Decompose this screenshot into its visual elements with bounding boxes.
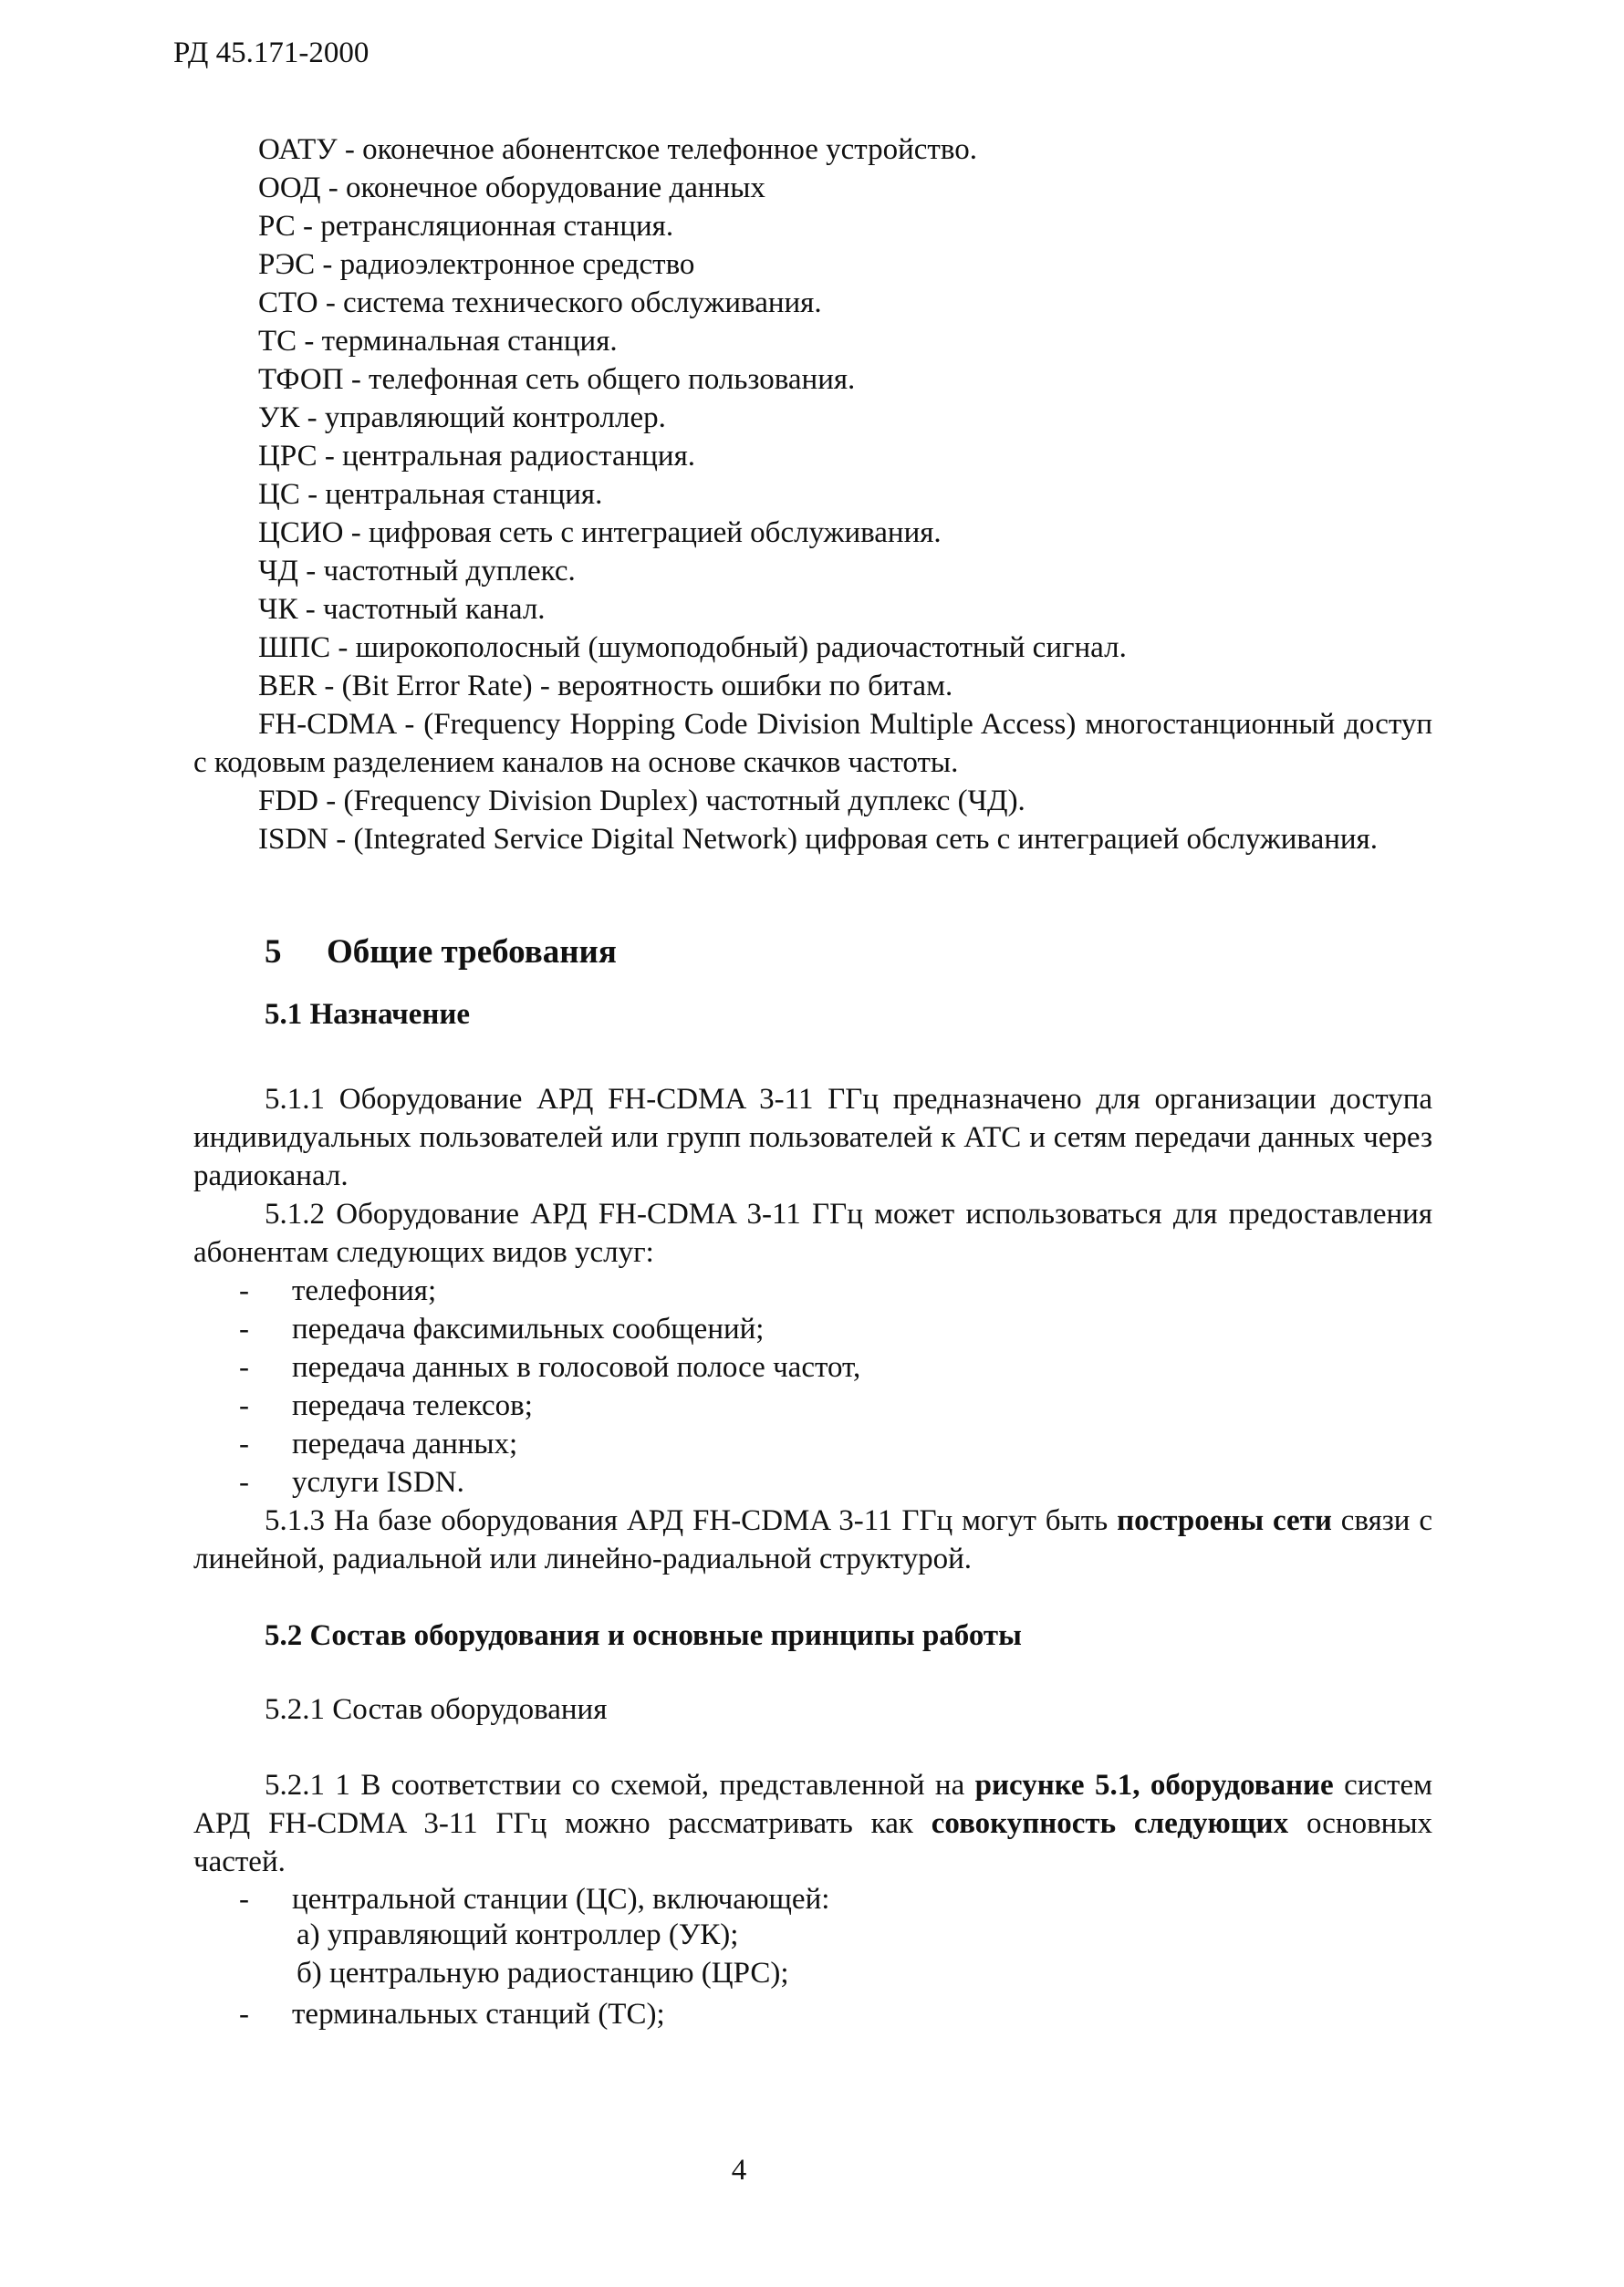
section-number: 5 [265, 933, 282, 971]
abbreviation-item: ОАТУ - оконечное абонентское телефонное устройство. [258, 133, 977, 166]
abbreviation-item: ЦРС - центральная радиостанция. [258, 440, 696, 473]
list-item-text: услуги ISDN. [292, 1466, 464, 1499]
list-item [239, 1463, 464, 1502]
list-item-text: передача данных; [292, 1428, 518, 1461]
paragraph-bold-text: рисунке 5.1, оборудование [974, 1769, 1334, 1802]
page-number: 4 [731, 2154, 747, 2187]
section-title [265, 932, 617, 972]
bullet-dash: - [239, 1313, 249, 1346]
abbreviation-item: ТС - терминальная станция. [258, 325, 618, 358]
paragraph-text: 5.2.1 1 В соответствии со схемой, представленной на [265, 1769, 975, 1802]
paragraph-5-2-1-1 [193, 1766, 1432, 1881]
abbreviation-item: ЧД - частотный дуплекс. [258, 555, 576, 587]
abbreviation-item: ООД - оконечное оборудование данных [258, 172, 765, 204]
paragraph-5-1-3 [193, 1502, 1432, 1578]
paragraph-text: основных частей. [193, 1807, 1432, 1878]
bullet-dash: - [239, 1389, 249, 1422]
list-item-text: телефония; [292, 1274, 437, 1307]
list-item [239, 1880, 829, 1918]
paragraph-5-1-2: 5.1.2 Оборудование АРД FH-CDMA 3-11 ГГц может использоваться для предоставления абонентам следующих видов услуг: [193, 1198, 1432, 1269]
bullet-dash: - [239, 1351, 249, 1384]
list-item-text: терминальных станций (ТС); [292, 1998, 665, 2031]
abbreviation-item: РЭС - радиоэлектронное средство [258, 248, 695, 281]
sub-list-item: а) управляющий контроллер (УК); [297, 1918, 739, 1951]
paragraph-text: систем АРД FH-CDMA 3-11 ГГц можно рассматривать как [193, 1769, 1433, 1840]
abbreviation-item-fdd: FDD - (Frequency Division Duplex) частотный дуплекс (ЧД). [258, 785, 1025, 817]
abbreviation-item: BER - (Bit Error Rate) - вероятность ошибки по битам. [258, 670, 953, 702]
paragraph-bold-text: построены сети [1117, 1504, 1332, 1537]
bullet-dash: - [239, 1883, 249, 1916]
paragraph-5-1-1: 5.1.1 Оборудование АРД FH-CDMA 3-11 ГГц предназначено для организации доступа индивидуальных пользователей или групп пользователей к АТС и сетям передачи данных через радиоканал. [193, 1083, 1432, 1192]
abbreviation-item: ЦС - центральная станция. [258, 478, 603, 511]
bullet-dash: - [239, 1274, 249, 1307]
abbreviation-item: ТФОП - телефонная сеть общего пользования. [258, 363, 856, 396]
bullet-dash: - [239, 1998, 249, 2031]
list-item [239, 1348, 860, 1387]
paragraph-text: связи с линейной, радиальной или линейно-радиальной структурой. [193, 1504, 1432, 1575]
list-item-text: передача телексов; [292, 1389, 533, 1422]
list-item-text: передача данных в голосовой полосе частот, [292, 1351, 861, 1384]
subsection-title-5-2: 5.2 Состав оборудования и основные принципы работы [265, 1619, 1022, 1652]
list-item [239, 1995, 665, 2033]
abbreviation-item-isdn: ISDN - (Integrated Service Digital Network) цифровая сеть с интеграцией обслуживания. [258, 823, 1378, 856]
subsection-title-5-1: 5.1 Назначение [265, 998, 471, 1031]
paragraph-bold-text: совокупность следующих [931, 1807, 1289, 1840]
abbreviation-item: СТО - система технического обслуживания. [258, 286, 822, 319]
paragraph-5-2-1: 5.2.1 Состав оборудования [265, 1693, 608, 1726]
document-header: РД 45.171-2000 [173, 36, 370, 69]
abbreviation-item: УК - управляющий контроллер. [258, 401, 666, 434]
list-item-text: центральной станции (ЦС), включающей: [292, 1883, 830, 1916]
list-item-text: передача факсимильных сообщений; [292, 1313, 765, 1346]
sub-list-item: б) центральную радиостанцию (ЦРС); [297, 1957, 789, 1990]
list-item [239, 1387, 533, 1425]
list-item [239, 1272, 436, 1310]
bullet-dash: - [239, 1428, 249, 1461]
bullet-dash: - [239, 1466, 249, 1499]
list-item [239, 1425, 517, 1463]
paragraph-text: 5.1.3 На базе оборудования АРД FH-CDMA 3-11 ГГц могут быть [265, 1504, 1118, 1537]
abbreviation-item-fh-cdma: FH-CDMA - (Frequency Hopping Code Division Multiple Access) многостанционный доступ с кодовым разделением каналов на основе скачков частоты. [193, 708, 1432, 779]
abbreviation-item: ЧК - частотный канал. [258, 593, 546, 626]
section-title-text: Общие требования [327, 933, 617, 971]
abbreviation-item: ШПС - широкополосный (шумоподобный) радиочастотный сигнал. [258, 631, 1127, 664]
abbreviation-item: РС - ретрансляционная станция. [258, 210, 674, 243]
list-item [239, 1310, 764, 1348]
abbreviation-item: ЦСИО - цифровая сеть с интеграцией обслуживания. [258, 516, 942, 549]
